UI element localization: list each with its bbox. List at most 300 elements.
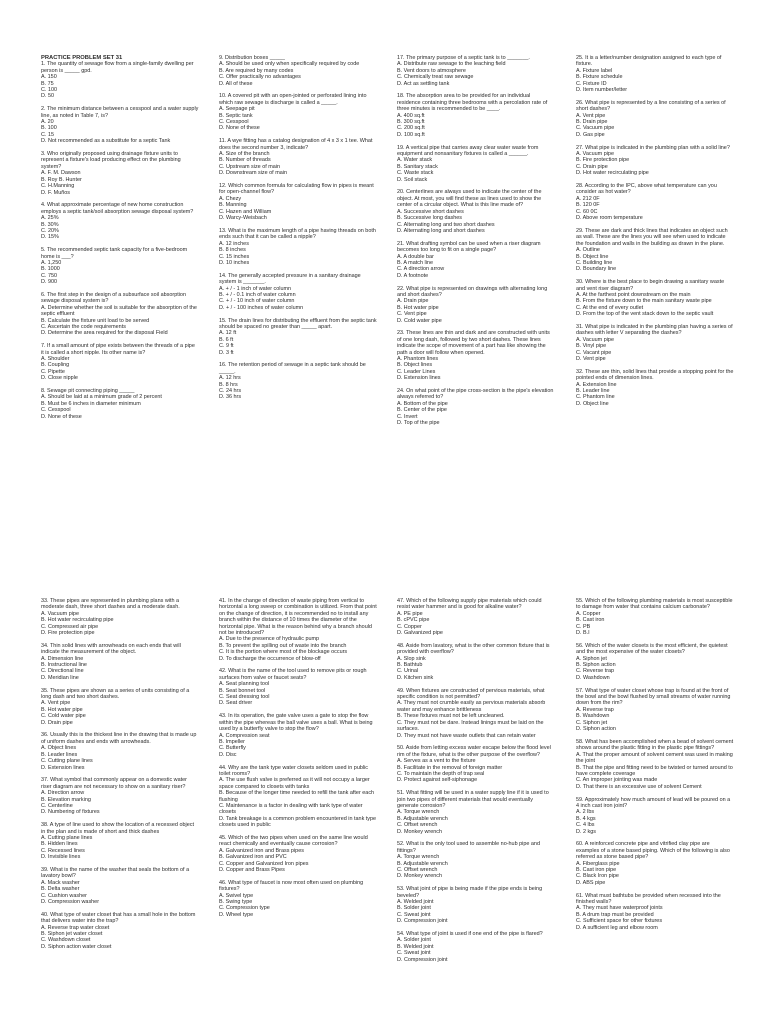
question-text: 60. A reinforced concrete pipe and vitrified clay pipe are examples of a stone based piping. Which of the following is also referred as stone based pipe? [576, 841, 730, 861]
question-block [397, 55, 555, 87]
question-text: 10. A covered pit with an open-jointed or perforated lining into which raw sewage is discharge is called a _____. [219, 93, 367, 106]
answer-option: C. Fixture ID [576, 80, 607, 87]
answer-option: B. Are required by many codes [219, 67, 294, 74]
answer-option: B. That the pipe and fitting need to be twisted or turned around to have complete coverage [576, 764, 733, 777]
question-text: 6. The first step in the design of a subsurface soil absorption sewage disposal system is? [41, 291, 186, 305]
question-text: 35. These pipes are shown as a series of units consisting of a long dash and two short dashes. [41, 687, 190, 701]
question-text: 7. If a small amount of pipe exists between the threads of a pipe it is called a short nipple. Its other name is? [41, 343, 195, 356]
answer-option: A. Dimension line [41, 655, 84, 662]
answer-option: D. Kitchen sink [397, 674, 434, 681]
question-block [397, 93, 555, 138]
questions [397, 55, 555, 426]
answer-option: D. Siphon action water closet [41, 943, 112, 950]
answer-option: A. 12 hrs [219, 375, 241, 382]
question-block [576, 279, 734, 317]
answer-option: D. Cold water pipe [397, 317, 442, 324]
answer-option: D. Alternating long and short dashes [397, 227, 485, 234]
answer-option: A. Compression seat [219, 732, 270, 739]
answer-option: A. 400 sq.ft [397, 112, 425, 119]
question-text: 3. Who originally proposed using drainage fixture units to represent a fixture's load producing effect on the plumbing system? [41, 151, 181, 170]
answer-option: B. Galvanized iron and PVC [219, 854, 287, 861]
answer-option: B. Hot water pipe [41, 706, 83, 713]
answer-option: C. 200 sq.ft [397, 125, 425, 132]
answer-option: C. 4 lbs [576, 822, 595, 829]
question-text: 9. Distribution boxes _____ [219, 55, 285, 61]
answer-option: B. Vent doors to atmosphere [397, 67, 466, 74]
question-block [576, 598, 734, 636]
answer-option: B. Welded joint [397, 943, 434, 950]
question-block [219, 93, 377, 131]
answer-option: A. Solder joint [397, 937, 431, 944]
column-8 [576, 598, 734, 937]
question-block [397, 745, 555, 783]
question-text: 50. Aside from letting excess water escape below the flood level rim of the fixture, what is the other purpose of the overflow? [397, 745, 551, 758]
questions [41, 61, 199, 420]
question-text: 21. What drafting symbol can be used when a riser diagram becomes too long to fit on a single page? [397, 240, 541, 254]
answer-option: B. Fixture schedule [576, 74, 623, 81]
question-text: 54. What type of joint is used if one end of the pipe is flared? [397, 931, 543, 938]
answer-option: C. Black Iron pipe [576, 873, 619, 880]
answer-option: B. Solder joint [397, 905, 431, 912]
answer-option: A. Siphon jet [576, 655, 607, 662]
question-text: 13. What is the maximum length of a pipe having threads on both ends such that it can be called a nipple? [219, 227, 376, 241]
question-block [576, 797, 734, 835]
answer-option: C. 100 [41, 87, 58, 94]
answer-option: B. Seat bonnet tool [219, 687, 266, 694]
answer-option: D. From the top of the vent stack down to the septic vault [576, 311, 714, 318]
answer-option: A. Chezy [219, 195, 242, 202]
answer-option: A. Direction arrow [41, 790, 85, 797]
answer-option: D. Extension lines [397, 375, 441, 382]
answer-option: B. Sanitary stack [397, 163, 438, 170]
answer-option: A. 150 [41, 74, 57, 81]
question-block [576, 739, 734, 790]
question-block [576, 841, 734, 886]
answer-option: C. Vacuum pipe [576, 125, 615, 132]
answer-option: A. Galvanized iron and Brass pipes [219, 847, 304, 854]
answer-option: A. Seepage pit [219, 106, 255, 113]
answer-option: D. ABS pipe [576, 879, 606, 886]
answer-option: B. 120 0F [576, 202, 600, 209]
answer-option: B. Septic tank [219, 112, 253, 119]
answer-option: B. Object lines [397, 362, 433, 369]
answer-option: C. Cushion washer [41, 892, 87, 899]
answer-option: D. Act as settling tank [397, 80, 450, 87]
answer-option: A. Reverse trap [576, 706, 614, 713]
question-text: 46. What type of faucet is now most often used on plumbing fixtures? [219, 879, 364, 893]
question-block [219, 713, 377, 758]
answer-option: C. Urinal [397, 668, 419, 675]
answer-option: D. Above room temperature [576, 215, 643, 222]
question-block [41, 61, 199, 99]
answer-option: D. Numbering of fixtures [41, 809, 100, 816]
answer-option: C. Maintenance is a factor in dealing with tank type of water closets [219, 802, 363, 816]
question-text: 40. What type of water closet that has a small hole in the bottom that delivers water into the trap? [41, 911, 196, 925]
answer-option: C. A direction arrow [397, 266, 445, 273]
answer-option: D. None of these [219, 125, 260, 132]
question-text: 5. The recommended septic tank capacity for a five-bedroom home is ___? [41, 247, 188, 260]
answer-option: C. Centerline [41, 802, 73, 809]
answer-option: D. Meridian line [41, 674, 79, 681]
answer-option: C. Cesspool [219, 119, 249, 126]
answer-option: D. Drain pipe [41, 719, 73, 726]
answer-option: B. Washdown [576, 713, 610, 720]
answer-option: A. Serves as a vent to the fixture [397, 758, 476, 765]
answer-option: D. Determine the area required for the disposal Field [41, 330, 168, 337]
question-block [397, 886, 555, 924]
answer-option: B. 8 hrs [219, 381, 238, 388]
question-text: 48. Aside from lavatory, what is the other common fixture that is provided with overflow? [397, 642, 550, 656]
answer-option: D. 36 hrs [219, 394, 242, 401]
question-block [41, 777, 199, 815]
question-block [576, 369, 734, 407]
answer-option: B. Hidden lines [41, 841, 78, 848]
answer-option: C. Cesspool [41, 407, 71, 414]
answer-option: A. They must have waterproof joints [576, 905, 663, 912]
answer-option: D. None of these [41, 413, 82, 420]
answer-option: D. Washdown [576, 674, 610, 681]
answer-option: D. Vent pipe [576, 356, 606, 362]
answer-option: B. A drum trap must be provided [576, 911, 654, 918]
question-block [41, 247, 199, 285]
question-text: 57. What type of water closet whose trap is found at the front of the bowl and the bowl flushed by small streams of water running down from the rim? [576, 687, 731, 707]
question-block [41, 732, 199, 770]
column-3 [397, 55, 555, 433]
column-5 [41, 598, 199, 957]
answer-option: C. Hazen and William [219, 208, 272, 215]
answer-option: A. Seat planning tool [219, 681, 270, 688]
answer-option: B. 6 ft [219, 336, 234, 343]
question-block [219, 273, 377, 311]
question-text: 34. Thin solid lines with arrowheads on each ends that will indicate the measurement of the object. [41, 642, 181, 656]
answer-option: C. 15 [41, 131, 54, 138]
answer-option: B. 75 [41, 80, 54, 87]
answer-option: D. Gas pipe [576, 131, 605, 138]
question-block [219, 765, 377, 829]
questions [219, 55, 377, 401]
answer-option: A. 2 lbs [576, 809, 595, 816]
question-text: 16. The retention period of sewage in a septic tank should be _____. [219, 362, 366, 375]
answer-option: C. Directional line [41, 668, 84, 675]
answer-option: C. Waste stack [397, 170, 434, 177]
question-text: 29. These are dark and thick lines that indicates an object such as wall. These are the lines you will see when used to indicate the foundation and walls in the building as drawn in the plane. [576, 227, 728, 247]
answer-option: C. 15 inches [219, 253, 250, 260]
answer-option: C. It is the portion where most of the blockage occurs [219, 649, 348, 656]
question-block [397, 388, 555, 426]
answer-option: D. 15% [41, 234, 59, 241]
question-block [397, 841, 555, 879]
answer-option: B. 30% [41, 221, 59, 228]
answer-option: A. Fiberglass pipe [576, 860, 620, 867]
question-block [41, 343, 199, 381]
answer-option: D. Compression washer [41, 899, 100, 905]
answer-option: B. Adjustable wrench [397, 860, 448, 867]
answer-option: A. Object lines [41, 745, 77, 752]
answer-option: A. At the farthest point downstream on the main [576, 291, 691, 298]
question-text: 26. What pipe is represented by a line consisting of a series of short dashes? [576, 99, 726, 113]
questions [41, 598, 199, 950]
answer-option: A. Phantom lines [397, 356, 439, 362]
answer-option: A. Fixture label [576, 67, 613, 74]
question-block [576, 183, 734, 221]
problem-set-title: PRACTICE PROBLEM SET 31 [41, 55, 123, 61]
answer-option: C. At the end of every outlet [576, 304, 644, 311]
answer-option: C. 750 [41, 272, 58, 279]
answer-option: D. + / - 100 inches of water column [219, 304, 304, 311]
question-block [576, 324, 734, 362]
question-text: 24. On what point of the pipe cross-section is the pipe's elevation always referred to? [397, 388, 554, 401]
answer-option: D. Warcy-Weisbach [219, 215, 267, 222]
question-block [397, 643, 555, 681]
answer-option: B. Drain pipe [576, 119, 608, 126]
answer-option: C. Washdown closet [41, 937, 91, 944]
answer-option: D. That there is an excessive use of solvent Cement [576, 783, 702, 790]
question-text: 18. The absorption area to be provided for an individual residence containing three bedrooms with a percolation rate of three minutes is recommended to be ____. [397, 93, 548, 113]
question-text: 19. A vertical pipe that carries away clear water waste from equipment and nonsanitary fixtures is called a ______. [397, 144, 539, 158]
answer-option: C. 60 0C [576, 208, 598, 215]
answer-option: D. Copper and Brass Pipes [219, 867, 285, 873]
answer-option: D. Protect against self-siphonage [397, 777, 478, 784]
question-text: 31. What pipe is indicated in the plumbing plan having a series of dashes with letter V separating the dashes? [576, 323, 733, 337]
question-text: 37. What symbol that commonly appear on a domestic water riser diagram are not necessary to show on a sanitary riser? [41, 777, 187, 790]
answer-option: B. + / - 0.1 inch of water column [219, 291, 296, 298]
answer-option: A. Copper [576, 610, 601, 617]
answer-option: A. Reverse trap water closet [41, 924, 110, 931]
question-text: 17. The primary purpose of a septic tank is to _______. [397, 55, 530, 61]
question-block [576, 100, 734, 138]
answer-option: D. Tank breakage is a common problem encountered in tank type closets used in public [219, 815, 377, 829]
answer-option: A. + / - 1 inch of water column [219, 285, 292, 292]
question-text: 28. According to the IPC, above what temperature can you consider as hot water? [576, 183, 717, 196]
question-text: 11. A wye fitting has a catalog designation of 4 x 3 x 1 tee. What does the second number 3, indicate? [219, 138, 373, 151]
answer-option: A. Vent pipe [576, 112, 606, 119]
answer-option: A. Slop sink [397, 655, 426, 662]
answer-option: B. 300 sq.ft [397, 119, 425, 126]
answer-option: A. Should be laid at a minimum grade of 2 percent [41, 394, 162, 401]
questions [576, 598, 734, 931]
question-text: 51. What fitting will be used in a water supply line if it is used to join two pipes of different materials that would eventually generate corrosion? [397, 790, 549, 809]
question-block [219, 598, 377, 662]
answer-option: C. Reverse trap [576, 668, 615, 675]
answer-option: C. Butterfly [219, 745, 246, 752]
answer-option: D. To discharge the occurrence of blow-off [219, 655, 321, 662]
answer-option: A. Mack washer [41, 879, 80, 886]
answer-option: D. Monkey wrench [397, 873, 443, 880]
answer-option: B. Cast iron [576, 617, 605, 624]
answer-option: A. Determine whether the soil is suitable for the absorption of the septic effluent [41, 304, 197, 318]
answer-option: A. Should be used only when specifically required by code [219, 61, 360, 68]
answer-option: B. From the fixture down to the main sanitary waste pipe [576, 298, 712, 305]
answer-option: A. A double bar [397, 253, 434, 260]
answer-option: A. 12 inches [219, 240, 249, 247]
answer-option: A. Size of the branch [219, 151, 270, 158]
question-block [397, 241, 555, 279]
answer-option: B. Manning [219, 202, 247, 209]
question-block [576, 893, 734, 931]
question-block [397, 790, 555, 835]
answer-option: C. Sweat joint [397, 950, 431, 957]
question-block [576, 228, 734, 273]
answer-option: B. Swing type [219, 899, 253, 906]
answer-option: A. 12 ft [219, 330, 237, 337]
question-text: 38. A type of line used to show the location of a recessed object in the plan and is made of short and thick dashes [41, 822, 194, 835]
answer-option: B. Number of threads [219, 157, 271, 164]
answer-option: D. Siphon action [576, 726, 616, 733]
answer-option: D. Invisible lines [41, 854, 81, 861]
answer-option: C. Alternating long and two short dashes [397, 221, 495, 228]
question-text: 47. Which of the following supply pipe materials which could resist water hammer and is good for alkaline water? [397, 598, 542, 611]
column-2 [219, 55, 377, 407]
answer-option: B. Bathtub [397, 662, 423, 669]
question-block [41, 202, 199, 240]
answer-option: B. Leader lines [41, 751, 78, 758]
question-block [41, 867, 199, 905]
question-text: 25. It is a letter/number designation assigned to each type of fixture. [576, 55, 722, 68]
answer-option: A. Bottom of the pipe [397, 400, 448, 407]
answer-option: C. Invert [397, 413, 418, 420]
answer-option: B. Roy B. Hunter [41, 176, 82, 183]
answer-option: C. Sweat joint [397, 911, 431, 918]
answer-option: C. Compression type [219, 905, 270, 912]
answer-option: C. Chemically treat raw sewage [397, 74, 474, 81]
question-text: 44. Why are the tank type water closets seldom used in public toilet rooms? [219, 764, 369, 777]
answer-option: D. Not recommended as a substitute for a septic Tank [41, 138, 171, 145]
column-6 [219, 598, 377, 925]
answer-option: A. Shoulder [41, 356, 70, 362]
answer-option: D. Compression joint [397, 918, 448, 925]
answer-option: B. Instructional line [41, 662, 87, 669]
question-text: 12. Which common formula for calculating flow in pipes is meant for open-channel flow? [219, 183, 374, 196]
answer-option: C. Offset wrench [397, 822, 438, 829]
answer-option: B. Cast iron pipe [576, 866, 617, 873]
answer-option: B. Successive long dashes [397, 215, 462, 222]
question-text: 61. What must bathtubs be provided when recessed into the finished walls? [576, 892, 721, 905]
answer-option: A. They must not crumble easily as pervious materials absorb water and may enhance brittleness [397, 700, 546, 713]
answer-option: C. 24 hrs [219, 388, 242, 395]
answer-option: A. Water stack [397, 157, 433, 164]
answer-option: D. Item number/letter [576, 87, 628, 94]
question-block [397, 598, 555, 636]
column-1 [41, 55, 199, 426]
answer-option: C. Copper [397, 623, 422, 630]
question-block [397, 145, 555, 183]
answer-option: B. Coupling [41, 362, 70, 369]
answer-option: B. Impeller [219, 738, 245, 745]
answer-option: C. + / - 10 inch of water column [219, 298, 295, 305]
answer-option: A. Extension line [576, 381, 617, 388]
answer-option: C. Pipette [41, 368, 65, 375]
answer-option: A. 20 [41, 119, 54, 126]
question-block [219, 880, 377, 918]
answer-option: D. They must not have waste outlets that can retain water [397, 732, 536, 739]
answer-option: B. Calculate the fixture unit load to be served [41, 317, 150, 324]
question-block [397, 286, 555, 324]
question-block [576, 688, 734, 733]
question-block [41, 912, 199, 950]
answer-option: A. Vacuum pipe [576, 151, 614, 158]
question-text: 22. What pipe is represented on drawings with alternating long and short dashes? [397, 285, 548, 298]
answer-option: D. Galvanized pipe [397, 630, 443, 637]
question-block [219, 835, 377, 873]
answer-option: A. 212 0F [576, 195, 600, 202]
question-text: 53. What joint of pipe is being made if the pipe ends is being beveled? [397, 886, 543, 899]
question-text: 2. The minimum distance between a cesspool and a water supply line, as noted in Table 7, is? [41, 106, 199, 119]
question-text: 55. Which of the following plumbing materials is most susceptible to damage from water that contains calcium carbonate? [576, 598, 733, 611]
answer-option: D. Extension lines [41, 764, 85, 771]
answer-option: B. These fixtures must not be left uncleaned. [397, 713, 505, 720]
answer-option: B. A match line [397, 259, 433, 266]
answer-option: C. Leader Lines [397, 368, 436, 375]
question-block [576, 55, 734, 93]
answer-option: A. 25% [41, 215, 59, 222]
answer-option: C. Siphon jet [576, 719, 608, 726]
answer-option: B. Hot water pipe [397, 304, 439, 311]
question-block [41, 388, 199, 420]
question-block [397, 189, 555, 234]
question-text: 49. When fixtures are constructed of pervious materials, what specific condition is not permitted? [397, 687, 545, 701]
question-block [576, 145, 734, 177]
question-block [219, 228, 377, 266]
answer-option: B. Center of the pipe [397, 407, 447, 414]
answer-option: D. 2 kgs [576, 828, 596, 835]
answer-option: A. Torque wrench [397, 854, 440, 861]
answer-option: A. Drain pipe [397, 298, 429, 305]
question-text: 27. What pipe is indicated in the plumbing plan with a solid line? [576, 144, 730, 151]
answer-option: B. cPVC pipe [397, 617, 430, 624]
question-block [219, 668, 377, 706]
answer-option: D. Top of the pipe [397, 420, 440, 427]
answer-option: B. 4 kgs [576, 815, 596, 822]
answer-option: C. 20% [41, 227, 59, 234]
question-block [41, 822, 199, 860]
answer-option: D. Seat driver [219, 700, 253, 707]
answer-option: B. Elevation marking [41, 796, 91, 803]
answer-option: B. Facilitate in the removal of foreign matter [397, 764, 503, 771]
question-block [219, 138, 377, 176]
question-text: 58. What has been accomplished when a bead of solvent cement shows around the plastic fitting in the plastic pipe fittings? [576, 738, 734, 752]
answer-option: C. Sufficient space for other fixtures [576, 918, 663, 925]
question-text: 8. Sewage pit connecting piping _____ [41, 388, 135, 395]
question-block [397, 931, 555, 963]
question-text: 52. What is the only tool used to assemble no-hub pipe and fittings? [397, 841, 540, 854]
answer-option: C. Upstream size of main [219, 163, 281, 170]
question-text: 20. Centerlines are always used to indicate the center of the object. At most, you will find these as lines used to show the center of a circular object. What is this line made of? [397, 189, 542, 209]
answer-option: D. 3 ft [219, 349, 234, 356]
answer-option: D. Close nipple [41, 375, 78, 382]
question-block [219, 55, 377, 87]
answer-option: B. Leader line [576, 388, 610, 395]
question-text: 4. What approximate percentage of new home construction employs a septic tank/soil absorption sewage disposal system? [41, 202, 194, 215]
answer-option: A. PE pipe [397, 610, 423, 617]
question-text: 59. Approximately how much amount of lead will be poured on a 4 inch cast iron joint? [576, 796, 731, 809]
answer-option: A. Vacuum pipe [41, 610, 79, 617]
answer-option: A. Vacuum pipe [576, 336, 614, 343]
answer-option: D. Wheel type [219, 911, 254, 918]
answer-option: A. Swivel type [219, 892, 254, 899]
answer-option: C. Vent pipe [397, 311, 427, 318]
answer-option: B. Object line [576, 253, 609, 260]
answer-option: B. 8 inches [219, 247, 246, 254]
answer-option: A. That the proper amount of solvent cement was used in making the joint [576, 751, 733, 765]
answer-option: C. An improper jointing was made [576, 777, 658, 784]
question-block [397, 330, 555, 381]
answer-option: A. Due to the presence of hydraulic pump [219, 636, 320, 643]
answer-option: B. Because of the longer time needed to refill the tank after each flushing [219, 790, 375, 803]
answer-option: B. Hot water recirculating pipe [41, 617, 114, 624]
answer-option: B. Must be 6 inches in diameter minimum [41, 400, 141, 407]
question-block [41, 598, 199, 636]
question-text: 14. The generally accepted pressure in a sanitary drainage system is _______. [219, 272, 361, 286]
